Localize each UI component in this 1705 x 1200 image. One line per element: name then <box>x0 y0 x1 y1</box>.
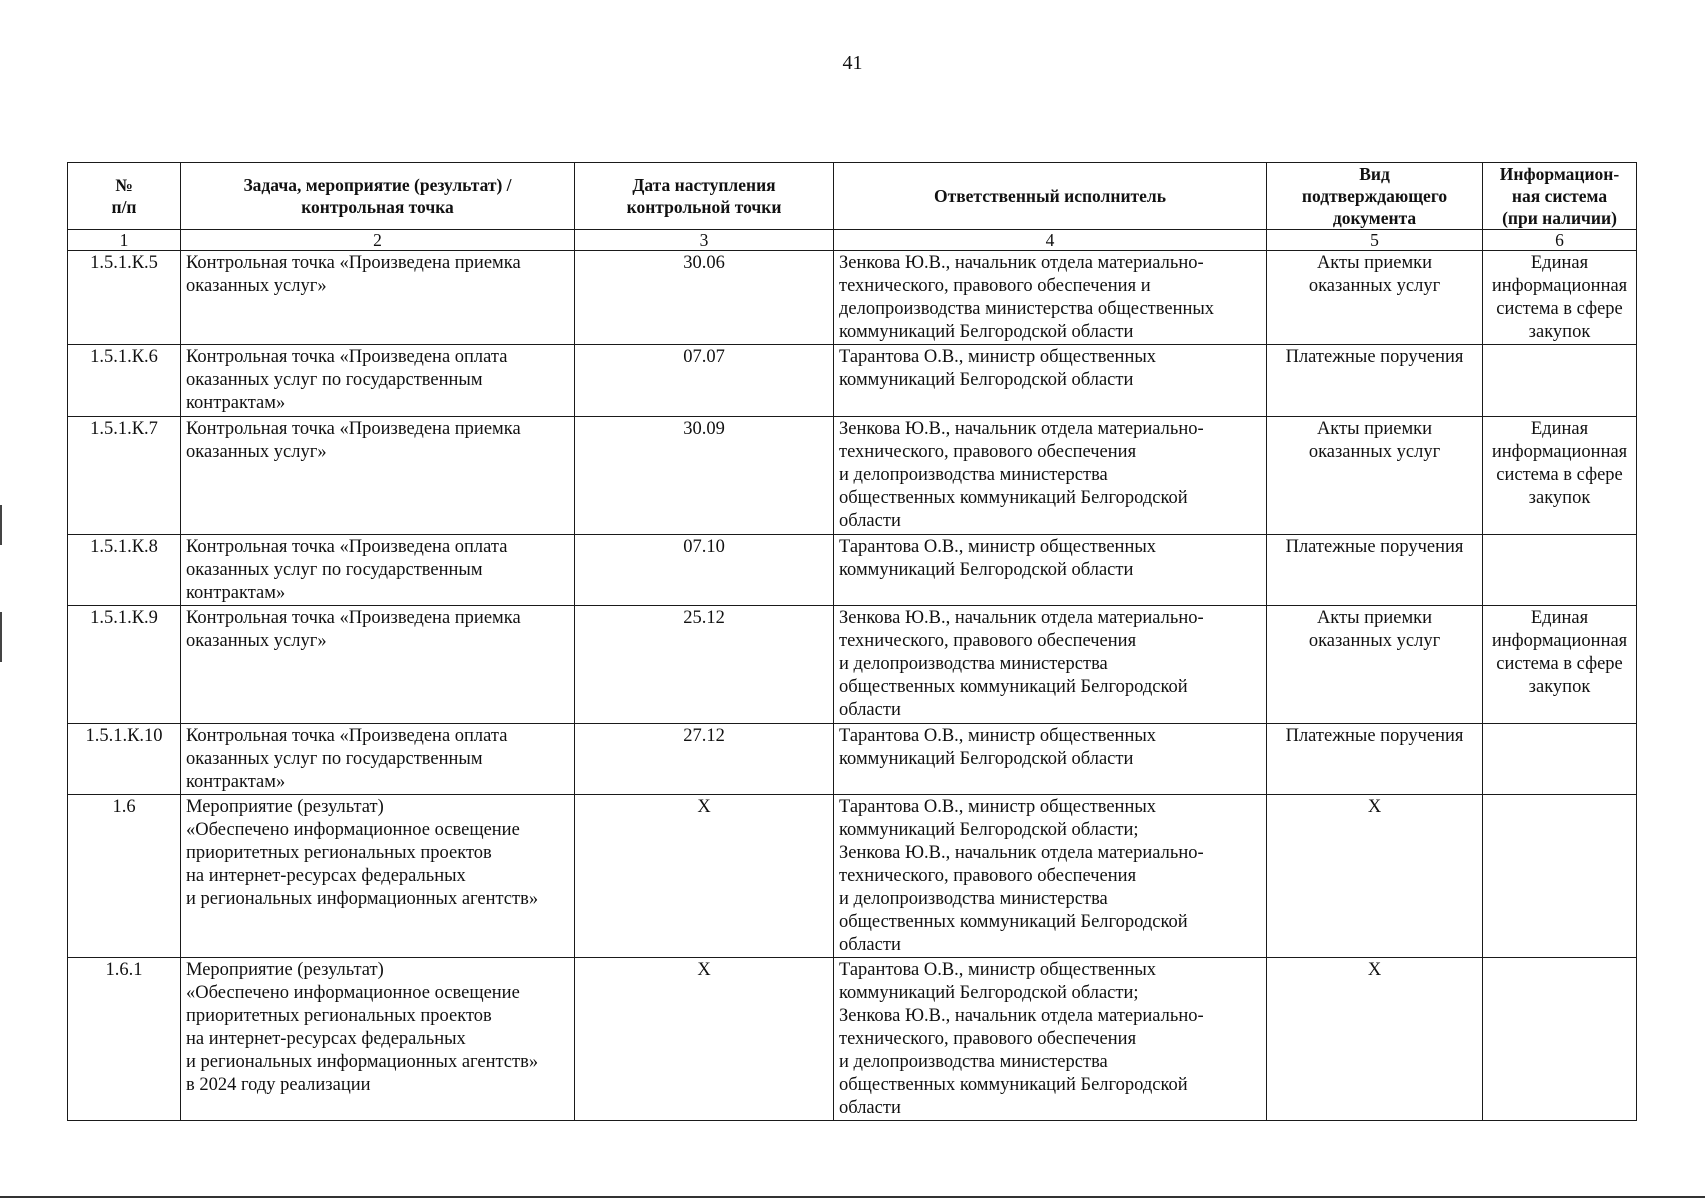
row-responsible: Тарантова О.В., министр общественных коммуникаций Белгородской области; Зенкова Ю.В., начальник отдела материально- технического, правового обеспечения и делопроизводства министерства общественных коммуникаций Белгородской области <box>834 958 1267 1121</box>
row-task: Мероприятие (результат) «Обеспечено информационное освещение приоритетных региональных проектов на интернет-ресурсах федеральных и региональных информационных агентств» <box>181 795 575 958</box>
table-row <box>68 795 1637 958</box>
header-num: № п/п <box>68 163 181 230</box>
header-date: Дата наступления контрольной точки <box>575 163 834 230</box>
row-number: 1.5.1.К.7 <box>68 417 181 535</box>
row-document: Акты приемки оказанных услуг <box>1267 606 1483 724</box>
row-date: 27.12 <box>575 724 834 795</box>
row-document: Платежные поручения <box>1267 535 1483 606</box>
row-date: 07.07 <box>575 345 834 417</box>
row-system <box>1483 795 1637 958</box>
row-responsible: Тарантова О.В., министр общественных коммуникаций Белгородской области <box>834 724 1267 795</box>
header-responsible: Ответственный исполнитель <box>834 163 1267 230</box>
row-task: Контрольная точка «Произведена приемка оказанных услуг» <box>181 606 575 724</box>
table-row <box>68 417 1637 535</box>
row-task: Контрольная точка «Произведена приемка оказанных услуг» <box>181 251 575 345</box>
row-task: Мероприятие (результат) «Обеспечено информационное освещение приоритетных региональных проектов на интернет-ресурсах федеральных и региональных информационных агентств» в 2024 году реализации <box>181 958 575 1121</box>
page-number: 41 <box>842 52 863 74</box>
row-responsible: Тарантова О.В., министр общественных коммуникаций Белгородской области <box>834 345 1267 417</box>
row-system <box>1483 724 1637 795</box>
row-date: 25.12 <box>575 606 834 724</box>
row-system <box>1483 535 1637 606</box>
row-task: Контрольная точка «Произведена оплата оказанных услуг по государственным контрактам» <box>181 724 575 795</box>
table-row <box>68 535 1637 606</box>
row-number: 1.6 <box>68 795 181 958</box>
column-number: 5 <box>1267 230 1483 251</box>
row-document: Акты приемки оказанных услуг <box>1267 417 1483 535</box>
row-task: Контрольная точка «Произведена оплата оказанных услуг по государственным контрактам» <box>181 345 575 417</box>
row-number: 1.5.1.К.10 <box>68 724 181 795</box>
row-document: Х <box>1267 958 1483 1121</box>
scan-margin-mark <box>0 505 2 545</box>
row-responsible: Зенкова Ю.В., начальник отдела материально- технического, правового обеспечения и делопроизводства министерства общественных коммуникаций Белгородской области <box>834 251 1267 345</box>
row-document: Платежные поручения <box>1267 345 1483 417</box>
row-date: Х <box>575 958 834 1121</box>
table-header-row <box>68 163 1637 230</box>
control-points-table <box>67 162 1637 1121</box>
row-system: Единая информационная система в сфере закупок <box>1483 606 1637 724</box>
row-document: Платежные поручения <box>1267 724 1483 795</box>
row-date: 07.10 <box>575 535 834 606</box>
row-date: 30.06 <box>575 251 834 345</box>
table-row <box>68 606 1637 724</box>
row-system <box>1483 958 1637 1121</box>
row-system <box>1483 345 1637 417</box>
row-responsible: Тарантова О.В., министр общественных коммуникаций Белгородской области <box>834 535 1267 606</box>
column-number: 6 <box>1483 230 1637 251</box>
row-task: Контрольная точка «Произведена приемка оказанных услуг» <box>181 417 575 535</box>
column-number: 3 <box>575 230 834 251</box>
row-document: Х <box>1267 795 1483 958</box>
row-responsible: Зенкова Ю.В., начальник отдела материально- технического, правового обеспечения и делопроизводства министерства общественных коммуникаций Белгородской области <box>834 417 1267 535</box>
row-number: 1.5.1.К.5 <box>68 251 181 345</box>
row-responsible: Зенкова Ю.В., начальник отдела материально- технического, правового обеспечения и делопроизводства министерства общественных коммуникаций Белгородской области <box>834 606 1267 724</box>
row-number: 1.5.1.К.6 <box>68 345 181 417</box>
row-date: Х <box>575 795 834 958</box>
row-responsible: Тарантова О.В., министр общественных коммуникаций Белгородской области; Зенкова Ю.В., начальник отдела материально- технического, правового обеспечения и делопроизводства министерства общественных коммуникаций Белгородской области <box>834 795 1267 958</box>
column-number-row <box>68 230 1637 251</box>
header-system: Информацион- ная система (при наличии) <box>1483 163 1637 230</box>
column-number: 1 <box>68 230 181 251</box>
table-row <box>68 724 1637 795</box>
row-number: 1.5.1.К.9 <box>68 606 181 724</box>
column-number: 2 <box>181 230 575 251</box>
column-number: 4 <box>834 230 1267 251</box>
row-date: 30.09 <box>575 417 834 535</box>
row-system: Единая информационная система в сфере закупок <box>1483 251 1637 345</box>
row-number: 1.5.1.К.8 <box>68 535 181 606</box>
row-document: Акты приемки оказанных услуг <box>1267 251 1483 345</box>
table-row <box>68 251 1637 345</box>
row-number: 1.6.1 <box>68 958 181 1121</box>
table-row <box>68 958 1637 1121</box>
table-row <box>68 345 1637 417</box>
scan-margin-mark <box>0 612 2 662</box>
row-task: Контрольная точка «Произведена оплата оказанных услуг по государственным контрактам» <box>181 535 575 606</box>
header-document: Вид подтверждающего документа <box>1267 163 1483 230</box>
header-task: Задача, мероприятие (результат) / контрольная точка <box>181 163 575 230</box>
scan-bottom-rule <box>0 1196 1705 1198</box>
row-system: Единая информационная система в сфере закупок <box>1483 417 1637 535</box>
